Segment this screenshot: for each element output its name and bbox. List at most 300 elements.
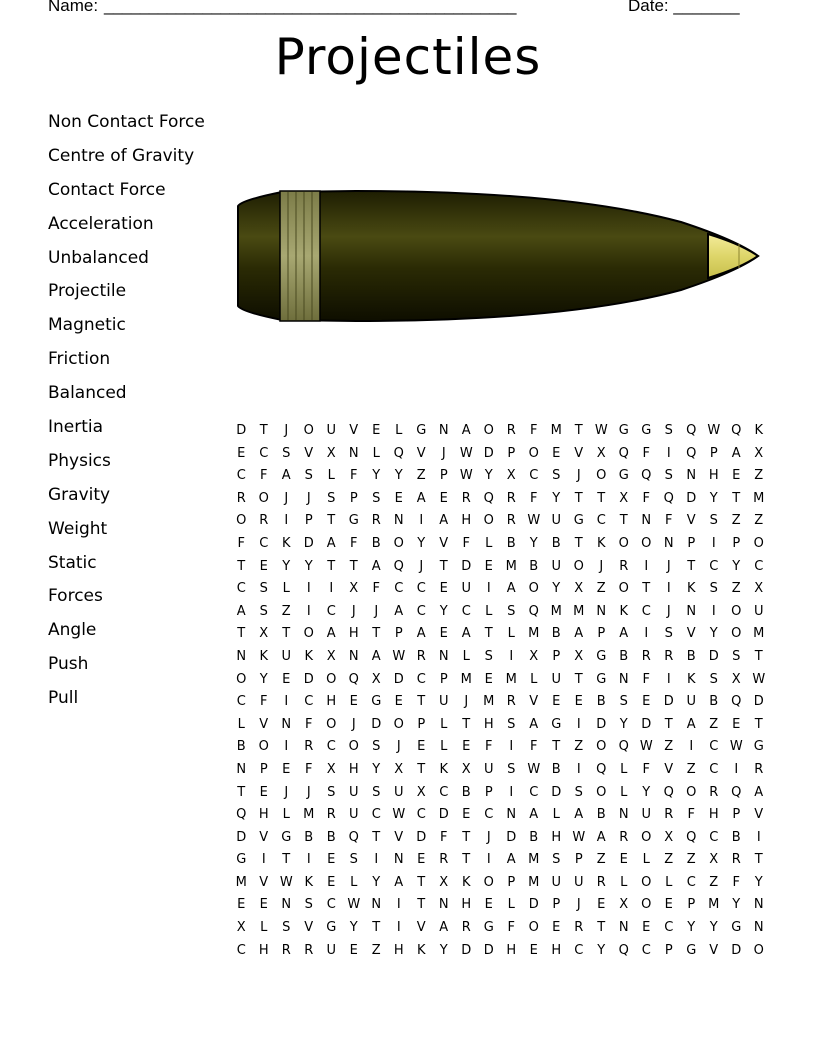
grid-letter[interactable]: K xyxy=(686,581,696,597)
grid-letter[interactable]: X xyxy=(371,671,381,687)
grid-letter[interactable]: O xyxy=(258,490,269,506)
grid-letter[interactable]: F xyxy=(507,920,515,936)
grid-letter[interactable]: K xyxy=(754,423,764,438)
grid-letter[interactable]: I xyxy=(486,852,491,868)
grid-letter[interactable]: T xyxy=(687,558,696,574)
grid-letter[interactable]: C xyxy=(754,558,764,574)
grid-letter[interactable]: C xyxy=(439,784,449,800)
grid-letter[interactable]: Y xyxy=(687,920,696,936)
grid-letter[interactable]: D xyxy=(438,807,449,823)
grid-letter[interactable]: A xyxy=(439,513,449,529)
grid-letter[interactable]: E xyxy=(552,694,561,710)
grid-letter[interactable]: D xyxy=(551,784,562,800)
grid-letter[interactable]: T xyxy=(574,535,583,551)
grid-letter[interactable]: C xyxy=(641,603,651,619)
grid-letter[interactable]: V xyxy=(259,829,269,845)
grid-letter[interactable]: S xyxy=(574,784,583,800)
grid-letter[interactable]: N xyxy=(753,920,764,936)
grid-letter[interactable]: F xyxy=(305,716,313,732)
grid-letter[interactable]: F xyxy=(260,468,268,484)
grid-letter[interactable]: G xyxy=(281,829,292,845)
grid-letter[interactable]: Y xyxy=(709,490,718,506)
grid-letter[interactable]: J xyxy=(464,694,469,710)
grid-letter[interactable]: M xyxy=(528,874,540,890)
grid-letter[interactable]: E xyxy=(732,468,741,484)
grid-letter[interactable]: S xyxy=(304,468,313,484)
grid-letter[interactable]: E xyxy=(439,581,448,597)
grid-letter[interactable]: X xyxy=(664,829,674,845)
grid-letter[interactable]: I xyxy=(576,716,581,732)
grid-letter[interactable]: T xyxy=(349,558,358,574)
grid-letter[interactable]: S xyxy=(507,716,516,732)
grid-letter[interactable]: A xyxy=(596,829,606,845)
grid-letter[interactable]: A xyxy=(416,626,426,642)
grid-letter[interactable]: L xyxy=(620,874,628,890)
grid-letter[interactable]: A xyxy=(326,626,336,642)
grid-letter[interactable]: E xyxy=(237,445,246,461)
grid-letter[interactable]: A xyxy=(461,423,471,438)
grid-letter[interactable]: B xyxy=(304,829,314,845)
grid-letter[interactable]: I xyxy=(711,603,716,619)
grid-letter[interactable]: I xyxy=(666,445,671,461)
grid-letter[interactable]: V xyxy=(259,874,269,890)
grid-letter[interactable]: I xyxy=(306,852,311,868)
grid-letter[interactable]: Q xyxy=(348,829,359,845)
grid-letter[interactable]: R xyxy=(326,807,336,823)
grid-letter[interactable]: O xyxy=(731,603,742,619)
grid-letter[interactable]: W xyxy=(729,739,743,755)
grid-letter[interactable]: X xyxy=(619,490,629,506)
grid-letter[interactable]: N xyxy=(686,468,697,484)
grid-letter[interactable]: D xyxy=(483,942,494,958)
grid-letter[interactable]: K xyxy=(596,535,606,551)
grid-letter[interactable]: H xyxy=(461,897,472,913)
grid-letter[interactable]: N xyxy=(506,807,517,823)
grid-letter[interactable]: N xyxy=(393,513,404,529)
grid-letter[interactable]: E xyxy=(417,739,426,755)
grid-letter[interactable]: C xyxy=(686,874,696,890)
grid-letter[interactable]: Z xyxy=(281,603,291,619)
grid-letter[interactable]: P xyxy=(417,716,426,732)
grid-letter[interactable]: E xyxy=(597,897,606,913)
grid-letter[interactable]: D xyxy=(483,445,494,461)
grid-letter[interactable]: G xyxy=(618,468,629,484)
grid-letter[interactable]: K xyxy=(281,535,291,551)
grid-letter[interactable]: P xyxy=(732,535,741,551)
grid-letter[interactable]: E xyxy=(259,897,268,913)
grid-letter[interactable]: S xyxy=(709,581,718,597)
grid-letter[interactable]: I xyxy=(374,852,379,868)
grid-letter[interactable]: P xyxy=(552,897,561,913)
grid-letter[interactable]: V xyxy=(754,807,764,823)
grid-letter[interactable]: R xyxy=(664,807,674,823)
grid-letter[interactable]: U xyxy=(641,807,651,823)
grid-letter[interactable]: C xyxy=(574,942,584,958)
grid-letter[interactable]: W xyxy=(392,807,406,823)
grid-letter[interactable]: S xyxy=(259,603,268,619)
grid-letter[interactable]: A xyxy=(574,626,584,642)
grid-letter[interactable]: O xyxy=(483,513,494,529)
grid-letter[interactable]: V xyxy=(709,942,719,958)
grid-letter[interactable]: V xyxy=(304,920,314,936)
grid-letter[interactable]: I xyxy=(261,852,266,868)
grid-letter[interactable]: E xyxy=(349,694,358,710)
grid-letter[interactable]: S xyxy=(372,739,381,755)
grid-letter[interactable]: E xyxy=(574,694,583,710)
grid-letter[interactable]: A xyxy=(394,874,404,890)
grid-letter[interactable]: E xyxy=(462,739,471,755)
grid-letter[interactable]: U xyxy=(348,807,359,823)
grid-letter[interactable]: D xyxy=(708,648,719,664)
grid-letter[interactable]: M xyxy=(528,626,540,642)
grid-letter[interactable]: H xyxy=(483,716,494,732)
grid-letter[interactable]: R xyxy=(371,513,381,529)
grid-letter[interactable]: B xyxy=(529,558,539,574)
grid-letter[interactable]: C xyxy=(641,942,651,958)
grid-letter[interactable]: E xyxy=(619,852,628,868)
grid-letter[interactable]: N xyxy=(753,897,764,913)
grid-letter[interactable]: K xyxy=(304,648,314,664)
grid-letter[interactable]: I xyxy=(509,739,514,755)
grid-letter[interactable]: I xyxy=(284,739,289,755)
grid-letter[interactable]: I xyxy=(284,694,289,710)
grid-letter[interactable]: U xyxy=(686,694,696,710)
grid-letter[interactable]: M xyxy=(550,423,562,438)
grid-letter[interactable]: E xyxy=(664,897,673,913)
grid-letter[interactable]: O xyxy=(528,581,539,597)
grid-letter[interactable]: T xyxy=(372,920,381,936)
grid-letter[interactable]: O xyxy=(348,739,359,755)
grid-letter[interactable]: S xyxy=(619,694,628,710)
grid-letter[interactable]: T xyxy=(417,761,426,777)
grid-letter[interactable]: F xyxy=(305,761,313,777)
grid-letter[interactable]: L xyxy=(282,581,290,597)
grid-letter[interactable]: C xyxy=(304,694,314,710)
grid-letter[interactable]: S xyxy=(664,626,673,642)
grid-letter[interactable]: R xyxy=(461,490,471,506)
grid-letter[interactable]: H xyxy=(326,694,337,710)
grid-letter[interactable]: S xyxy=(664,423,673,438)
grid-letter[interactable]: R xyxy=(259,513,269,529)
grid-letter[interactable]: Q xyxy=(618,445,629,461)
grid-letter[interactable]: J xyxy=(284,423,289,438)
grid-letter[interactable]: L xyxy=(372,445,380,461)
grid-letter[interactable]: O xyxy=(303,626,314,642)
grid-letter[interactable]: Q xyxy=(686,445,697,461)
grid-letter[interactable]: J xyxy=(284,490,289,506)
grid-letter[interactable]: R xyxy=(506,513,516,529)
grid-letter[interactable]: B xyxy=(326,829,336,845)
grid-letter[interactable]: Z xyxy=(754,513,764,529)
grid-letter[interactable]: S xyxy=(372,490,381,506)
grid-letter[interactable]: S xyxy=(327,490,336,506)
grid-letter[interactable]: H xyxy=(348,761,359,777)
grid-letter[interactable]: P xyxy=(732,807,741,823)
grid-letter[interactable]: R xyxy=(731,852,741,868)
grid-letter[interactable]: J xyxy=(306,490,311,506)
grid-letter[interactable]: L xyxy=(620,784,628,800)
grid-letter[interactable]: H xyxy=(258,942,269,958)
grid-letter[interactable]: X xyxy=(709,852,719,868)
grid-letter[interactable]: D xyxy=(663,694,674,710)
grid-letter[interactable]: C xyxy=(709,761,719,777)
grid-letter[interactable]: R xyxy=(304,942,314,958)
grid-letter[interactable]: L xyxy=(237,716,245,732)
grid-letter[interactable]: Z xyxy=(574,739,584,755)
grid-letter[interactable]: M xyxy=(505,558,517,574)
grid-letter[interactable]: P xyxy=(394,626,403,642)
grid-letter[interactable]: I xyxy=(644,558,649,574)
grid-letter[interactable]: M xyxy=(483,694,495,710)
grid-letter[interactable]: U xyxy=(573,874,584,890)
grid-letter[interactable]: W xyxy=(594,423,608,438)
grid-letter[interactable]: I xyxy=(306,581,311,597)
grid-letter[interactable]: L xyxy=(665,874,673,890)
grid-letter[interactable]: I xyxy=(486,581,491,597)
grid-letter[interactable]: L xyxy=(485,535,493,551)
grid-letter[interactable]: F xyxy=(642,761,650,777)
grid-letter[interactable]: B xyxy=(596,694,606,710)
grid-letter[interactable]: L xyxy=(642,852,650,868)
grid-letter[interactable]: D xyxy=(596,716,607,732)
grid-letter[interactable]: C xyxy=(461,603,471,619)
grid-letter[interactable]: P xyxy=(259,761,268,777)
grid-letter[interactable]: A xyxy=(394,603,404,619)
grid-letter[interactable]: J xyxy=(396,739,401,755)
grid-letter[interactable]: T xyxy=(484,626,493,642)
grid-letter[interactable]: G xyxy=(731,920,742,936)
grid-letter[interactable]: E xyxy=(462,807,471,823)
grid-letter[interactable]: F xyxy=(642,490,650,506)
grid-letter[interactable]: Y xyxy=(349,920,358,936)
grid-letter[interactable]: E xyxy=(484,558,493,574)
grid-letter[interactable]: I xyxy=(689,739,694,755)
grid-letter[interactable]: L xyxy=(620,761,628,777)
grid-letter[interactable]: Y xyxy=(732,558,741,574)
grid-letter[interactable]: A xyxy=(326,535,336,551)
grid-letter[interactable]: D xyxy=(303,535,314,551)
grid-letter[interactable]: J xyxy=(576,897,581,913)
grid-letter[interactable]: I xyxy=(419,513,424,529)
grid-letter[interactable]: O xyxy=(641,874,652,890)
grid-letter[interactable]: Q xyxy=(236,807,247,823)
grid-letter[interactable]: X xyxy=(326,648,336,664)
grid-letter[interactable]: W xyxy=(527,513,541,529)
grid-letter[interactable]: Q xyxy=(393,445,404,461)
grid-letter[interactable]: K xyxy=(686,671,696,687)
grid-letter[interactable]: O xyxy=(326,716,337,732)
grid-letter[interactable]: Y xyxy=(709,626,718,642)
grid-letter[interactable]: H xyxy=(506,942,517,958)
grid-letter[interactable]: D xyxy=(236,423,247,438)
grid-letter[interactable]: V xyxy=(439,535,449,551)
grid-letter[interactable]: O xyxy=(618,535,629,551)
grid-letter[interactable]: C xyxy=(394,581,404,597)
grid-letter[interactable]: O xyxy=(258,739,269,755)
grid-letter[interactable]: O xyxy=(483,874,494,890)
grid-letter[interactable]: Y xyxy=(484,468,493,484)
grid-letter[interactable]: J xyxy=(666,558,671,574)
grid-letter[interactable]: S xyxy=(372,784,381,800)
grid-letter[interactable]: G xyxy=(573,513,584,529)
grid-letter[interactable]: M xyxy=(528,852,540,868)
grid-letter[interactable]: F xyxy=(642,445,650,461)
grid-letter[interactable]: M xyxy=(753,490,765,506)
grid-letter[interactable]: Y xyxy=(754,874,763,890)
grid-letter[interactable]: X xyxy=(754,445,764,461)
grid-letter[interactable]: B xyxy=(529,829,539,845)
grid-letter[interactable]: L xyxy=(507,897,515,913)
grid-letter[interactable]: D xyxy=(303,671,314,687)
grid-letter[interactable]: F xyxy=(687,807,695,823)
grid-letter[interactable]: I xyxy=(576,761,581,777)
grid-letter[interactable]: L xyxy=(350,874,358,890)
grid-letter[interactable]: D xyxy=(528,897,539,913)
grid-letter[interactable]: W xyxy=(392,648,406,664)
date-label[interactable]: Date: _______ xyxy=(628,0,740,15)
grid-letter[interactable]: U xyxy=(326,423,336,438)
grid-letter[interactable]: T xyxy=(372,626,381,642)
grid-letter[interactable]: A xyxy=(506,852,516,868)
grid-letter[interactable]: Z xyxy=(731,581,741,597)
grid-letter[interactable]: X xyxy=(754,581,764,597)
grid-letter[interactable]: I xyxy=(306,603,311,619)
grid-letter[interactable]: T xyxy=(462,852,471,868)
grid-letter[interactable]: S xyxy=(709,513,718,529)
grid-letter[interactable]: I xyxy=(734,761,739,777)
grid-letter[interactable]: W xyxy=(279,874,293,890)
grid-letter[interactable]: C xyxy=(416,671,426,687)
grid-letter[interactable]: Q xyxy=(528,603,539,619)
grid-letter[interactable]: C xyxy=(259,535,269,551)
grid-letter[interactable]: N xyxy=(281,716,292,732)
grid-letter[interactable]: O xyxy=(236,671,247,687)
grid-letter[interactable]: F xyxy=(372,581,380,597)
grid-letter[interactable]: B xyxy=(551,761,561,777)
grid-letter[interactable]: B xyxy=(596,807,606,823)
grid-letter[interactable]: F xyxy=(440,829,448,845)
grid-letter[interactable]: Y xyxy=(597,942,606,958)
grid-letter[interactable]: D xyxy=(461,558,472,574)
grid-letter[interactable]: S xyxy=(552,468,561,484)
grid-letter[interactable]: A xyxy=(439,920,449,936)
grid-letter[interactable]: G xyxy=(371,694,382,710)
grid-letter[interactable]: B xyxy=(551,626,561,642)
grid-letter[interactable]: L xyxy=(485,603,493,619)
grid-letter[interactable]: Z xyxy=(709,716,719,732)
grid-letter[interactable]: E xyxy=(642,920,651,936)
grid-letter[interactable]: H xyxy=(551,942,562,958)
grid-letter[interactable]: K xyxy=(259,648,269,664)
grid-letter[interactable]: G xyxy=(326,920,337,936)
grid-letter[interactable]: Y xyxy=(372,874,381,890)
grid-letter[interactable]: S xyxy=(507,603,516,619)
grid-letter[interactable]: B xyxy=(371,535,381,551)
grid-letter[interactable]: N xyxy=(596,603,607,619)
grid-letter[interactable]: E xyxy=(259,558,268,574)
grid-letter[interactable]: Y xyxy=(372,761,381,777)
grid-letter[interactable]: Q xyxy=(393,558,404,574)
grid-letter[interactable]: Q xyxy=(348,671,359,687)
grid-letter[interactable]: A xyxy=(506,581,516,597)
grid-letter[interactable]: U xyxy=(461,581,471,597)
grid-letter[interactable]: T xyxy=(574,490,583,506)
grid-letter[interactable]: E xyxy=(372,423,381,438)
grid-letter[interactable]: D xyxy=(686,490,697,506)
grid-letter[interactable]: X xyxy=(236,920,246,936)
grid-letter[interactable]: M xyxy=(708,897,720,913)
grid-letter[interactable]: F xyxy=(260,694,268,710)
grid-letter[interactable]: D xyxy=(641,716,652,732)
grid-letter[interactable]: S xyxy=(304,897,313,913)
grid-letter[interactable]: Y xyxy=(417,535,426,551)
grid-letter[interactable]: X xyxy=(506,468,516,484)
grid-letter[interactable]: C xyxy=(326,897,336,913)
grid-letter[interactable]: A xyxy=(529,807,539,823)
grid-letter[interactable]: L xyxy=(440,716,448,732)
grid-letter[interactable]: E xyxy=(327,852,336,868)
grid-letter[interactable]: R xyxy=(416,648,426,664)
grid-letter[interactable]: T xyxy=(417,874,426,890)
grid-letter[interactable]: Z xyxy=(731,513,741,529)
grid-letter[interactable]: F xyxy=(350,535,358,551)
grid-letter[interactable]: T xyxy=(664,716,673,732)
grid-letter[interactable]: A xyxy=(371,648,381,664)
grid-letter[interactable]: O xyxy=(236,513,247,529)
grid-letter[interactable]: A xyxy=(574,807,584,823)
grid-letter[interactable]: E xyxy=(394,490,403,506)
grid-letter[interactable]: I xyxy=(396,897,401,913)
grid-letter[interactable]: L xyxy=(462,648,470,664)
grid-letter[interactable]: T xyxy=(462,829,471,845)
grid-letter[interactable]: N xyxy=(348,648,359,664)
grid-letter[interactable]: J xyxy=(419,558,424,574)
grid-letter[interactable]: U xyxy=(348,784,359,800)
grid-letter[interactable]: Z xyxy=(416,468,426,484)
grid-letter[interactable]: X xyxy=(326,761,336,777)
grid-letter[interactable]: L xyxy=(530,671,538,687)
grid-letter[interactable]: A xyxy=(754,784,764,800)
grid-letter[interactable]: A xyxy=(686,716,696,732)
grid-letter[interactable]: Y xyxy=(732,897,741,913)
grid-letter[interactable]: N xyxy=(641,513,652,529)
grid-letter[interactable]: Y xyxy=(372,468,381,484)
grid-letter[interactable]: C xyxy=(664,920,674,936)
grid-letter[interactable]: C xyxy=(236,468,246,484)
grid-letter[interactable]: J xyxy=(666,603,671,619)
grid-letter[interactable]: S xyxy=(507,761,516,777)
grid-letter[interactable]: Q xyxy=(663,784,674,800)
grid-letter[interactable]: T xyxy=(754,852,763,868)
grid-letter[interactable]: R xyxy=(506,694,516,710)
grid-letter[interactable]: F xyxy=(530,423,538,438)
grid-letter[interactable]: S xyxy=(552,852,561,868)
grid-letter[interactable]: C xyxy=(371,807,381,823)
grid-letter[interactable]: G xyxy=(596,671,607,687)
grid-letter[interactable]: R xyxy=(641,648,651,664)
grid-letter[interactable]: M xyxy=(460,671,472,687)
grid-letter[interactable]: E xyxy=(237,897,246,913)
grid-letter[interactable]: T xyxy=(754,716,763,732)
grid-letter[interactable]: U xyxy=(551,513,561,529)
grid-letter[interactable]: P xyxy=(574,852,583,868)
grid-letter[interactable]: S xyxy=(327,784,336,800)
grid-letter[interactable]: S xyxy=(259,581,268,597)
grid-letter[interactable]: E xyxy=(484,897,493,913)
grid-letter[interactable]: Q xyxy=(641,468,652,484)
grid-letter[interactable]: P xyxy=(709,445,718,461)
grid-letter[interactable]: O xyxy=(573,558,584,574)
